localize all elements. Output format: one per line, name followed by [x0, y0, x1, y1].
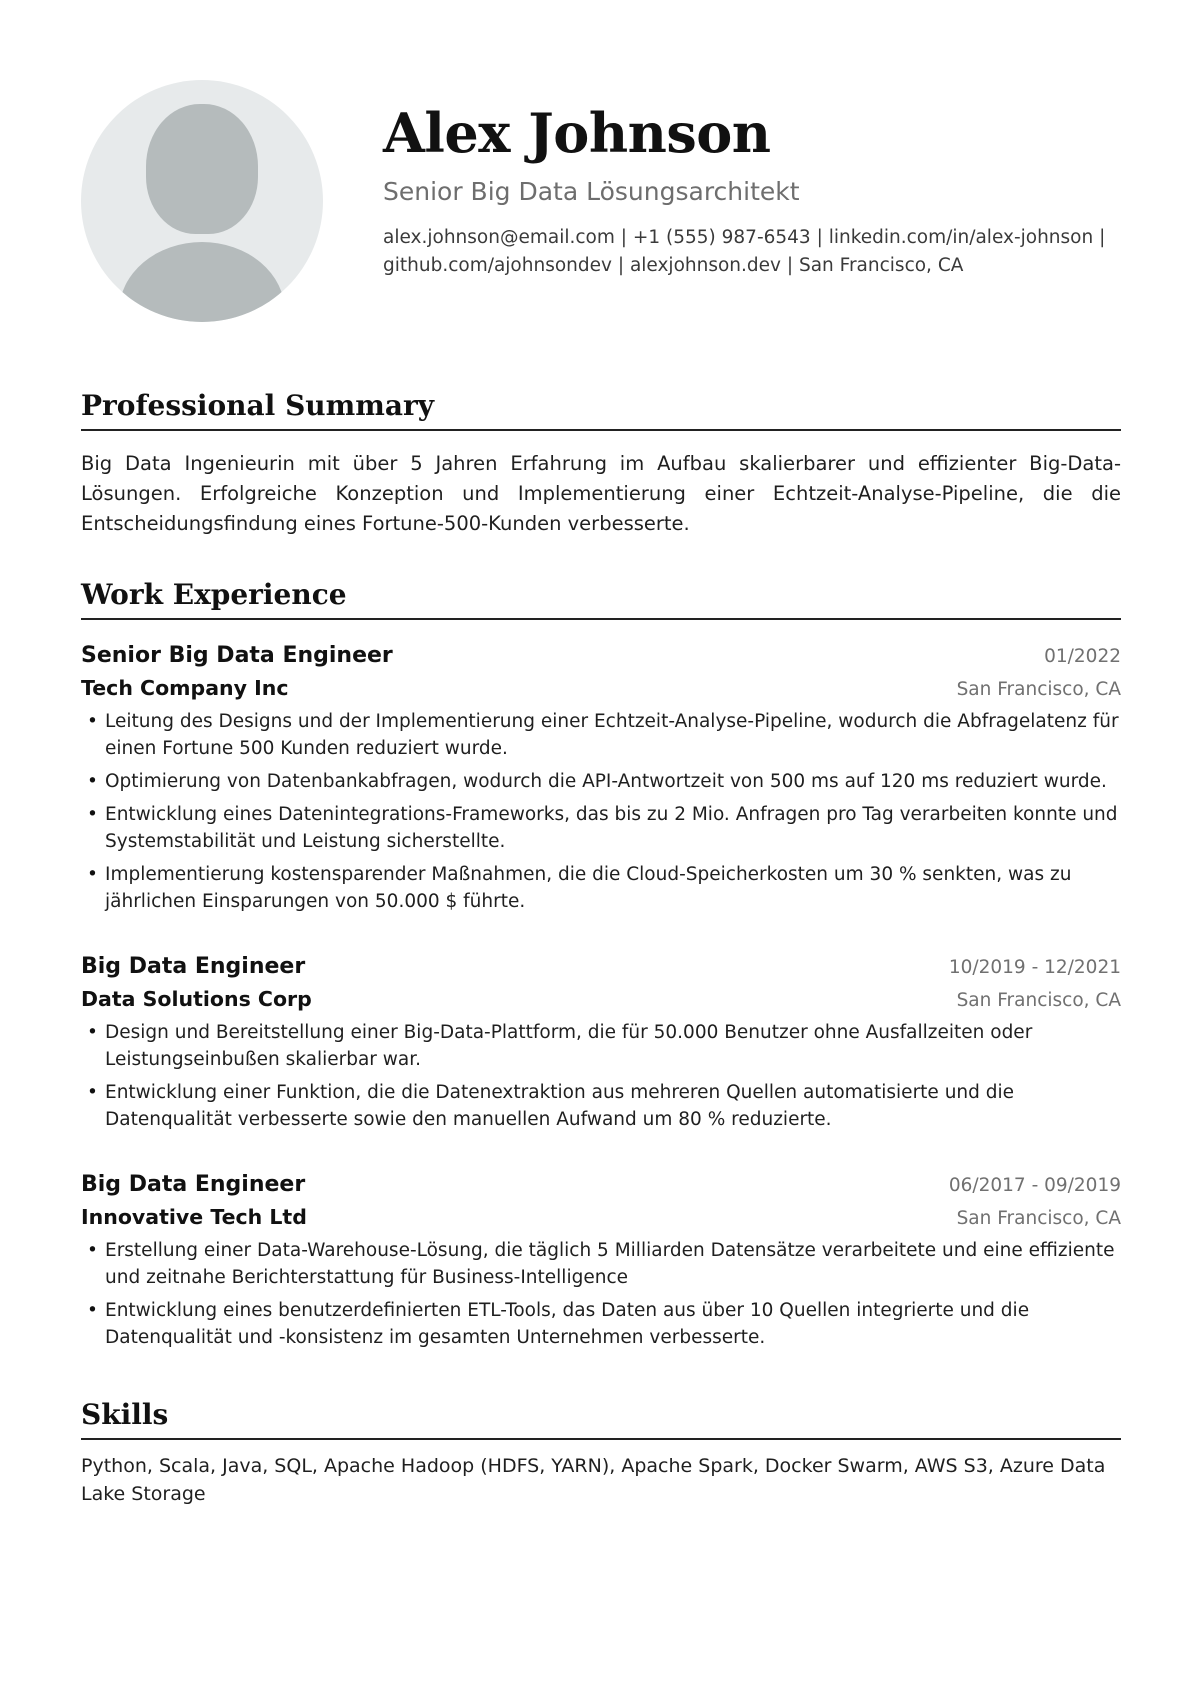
section-heading: Professional Summary	[81, 388, 1121, 431]
identity-block	[383, 102, 1123, 280]
job-bullets	[81, 1019, 1121, 1133]
job-bullets	[81, 708, 1121, 915]
job-company: Tech Company Inc	[81, 676, 289, 700]
job-dates: 06/2017 - 09/2019	[948, 1175, 1121, 1196]
section-heading: Work Experience	[81, 577, 1121, 620]
job-header-row	[81, 640, 1121, 672]
job-bullet: • Entwicklung eines Datenintegrations-Frameworks, das bis zu 2 Mio. Anfragen pro Tag verarbeiten konnte und Systemstabilität und Leistung sicherstellte.	[81, 801, 1121, 855]
job-bullet: • Leitung des Designs und der Implementierung einer Echtzeit-Analyse-Pipeline, wodurch die Abfragelatenz für einen Fortune 500 Kunden reduziert wurde.	[81, 708, 1121, 762]
section-heading: Skills	[81, 1397, 1121, 1440]
job-location: San Francisco, CA	[956, 1208, 1121, 1229]
job-company: Innovative Tech Ltd	[81, 1205, 307, 1229]
job-dates: 10/2019 - 12/2021	[948, 957, 1121, 978]
job-bullet: • Erstellung einer Data-Warehouse-Lösung, die täglich 5 Milliarden Datensätze verarbeitete und eine effiziente und zeitnahe Berichterstattung für Business-Intelligence	[81, 1237, 1121, 1291]
skills-section	[81, 1397, 1121, 1508]
job-header-row	[81, 951, 1121, 983]
contact-line: alex.johnson@email.com | +1 (555) 987-6543 | linkedin.com/in/alex-johnson |	[383, 227, 1106, 248]
job-location: San Francisco, CA	[956, 990, 1121, 1011]
skills-text: Python, Scala, Java, SQL, Apache Hadoop (HDFS, YARN), Apache Spark, Docker Swarm, AWS S3, Azure Data Lake Storage	[81, 1455, 1106, 1505]
job-title: Big Data Engineer	[81, 954, 306, 979]
job-company-row	[81, 983, 1121, 1015]
job-location: San Francisco, CA	[956, 679, 1121, 700]
job-company-row	[81, 1201, 1121, 1233]
avatar-placeholder-icon	[81, 80, 323, 322]
resume-header	[81, 80, 1121, 325]
job-bullet: • Entwicklung eines benutzerdefinierten ETL-Tools, das Daten aus über 10 Quellen integrierte und die Datenqualität und -konsistenz im gesamten Unternehmen verbesserte.	[81, 1297, 1121, 1351]
job-entry	[81, 640, 1121, 915]
job-title: Big Data Engineer	[81, 1172, 306, 1197]
job-bullets	[81, 1237, 1121, 1351]
candidate-name: Alex Johnson	[383, 101, 771, 165]
job-header-row	[81, 1169, 1121, 1201]
job-company: Data Solutions Corp	[81, 987, 312, 1011]
summary-section	[81, 388, 1121, 539]
contact-line: github.com/ajohnsondev | alexjohnson.dev | San Francisco, CA	[383, 255, 964, 276]
contact-info	[383, 224, 1123, 280]
job-bullet: • Optimierung von Datenbankabfragen, wodurch die API-Antwortzeit von 500 ms auf 120 ms reduziert wurde.	[81, 768, 1121, 795]
job-company-row	[81, 672, 1121, 704]
resume-page	[81, 80, 1121, 1508]
avatar-head-shape	[146, 104, 258, 234]
job-title: Senior Big Data Engineer	[81, 643, 393, 668]
job-bullet: • Design und Bereitstellung einer Big-Data-Plattform, die für 50.000 Benutzer ohne Ausfallzeiten oder Leistungseinbußen skalierbar war.	[81, 1019, 1121, 1073]
job-bullet: • Implementierung kostensparender Maßnahmen, die die Cloud-Speicherkosten um 30 % senkten, was zu jährlichen Einsparungen von 50.000 $ führte.	[81, 861, 1121, 915]
job-entry	[81, 1169, 1121, 1351]
job-dates: 01/2022	[1044, 646, 1121, 667]
experience-section	[81, 577, 1121, 1351]
avatar-shoulders-shape	[119, 242, 285, 322]
job-bullet: • Entwicklung einer Funktion, die die Datenextraktion aus mehreren Quellen automatisierte und die Datenqualität verbesserte sowie den manuellen Aufwand um 80 % reduzierte.	[81, 1079, 1121, 1133]
candidate-title: Senior Big Data Lösungsarchitekt	[383, 177, 800, 206]
summary-text: Big Data Ingenieurin mit über 5 Jahren Erfahrung im Aufbau skalierbarer und effizienter Big-Data-Lösungen. Erfolgreiche Konzeption und Implementierung einer Echtzeit-Analyse-Pipeline, die die Entscheidungsfindung eines Fortune-500-Kunden verbesserte.	[81, 452, 1121, 535]
job-entry	[81, 951, 1121, 1133]
